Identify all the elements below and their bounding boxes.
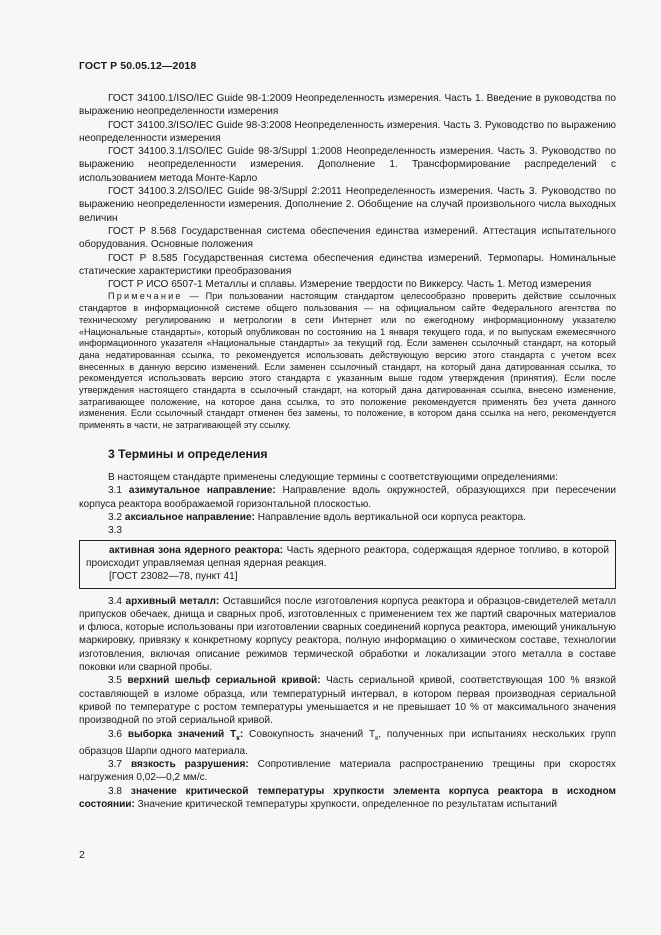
term-number: 3.5 bbox=[108, 675, 128, 687]
term-number: 3.6 bbox=[108, 728, 128, 740]
term-definition: Направление вдоль вертикальной оси корпуса реактора. bbox=[254, 512, 526, 524]
term-3-2 bbox=[79, 511, 616, 524]
term-name: верхний шельф сериальной кривой: bbox=[127, 675, 321, 687]
term-number: 3.2 bbox=[108, 512, 125, 524]
term-definition: Совокупность значений T bbox=[243, 728, 376, 740]
term-3-3 bbox=[86, 544, 609, 571]
term-3-1 bbox=[79, 484, 616, 511]
term-3-3-number: 3.3 bbox=[108, 525, 123, 537]
term-name: архивный металл: bbox=[125, 595, 220, 607]
term-definition: Часть ядерного реактора, содержащая ядерное топливо, в которой происходит управляемая цепная ядерная реакция. bbox=[86, 544, 609, 569]
ref-item: ГОСТ 34100.3/ISO/IEC Guide 98-3:2008 Неопределенность измерения. Часть 3. Руководство по выражению неопределенности измерения bbox=[79, 119, 616, 144]
note-text: — При пользовании настоящим стандартом целесообразно проверить действие ссылочных стандартов в информационной системе общего пользования — на официальном сайте Федерального агентства по техническому регулированию и метрологии в сети Интернет или по ежегодному информационному указателю «Национальные стандарты», который опубликован по состоянию на 1 января текущего года, и по выпускам ежемесячного информационного указателя «Национальные стандарты» за текущий год. Если заменен ссылочный стандарт, на который дана недатированная ссылка, то рекомендуется использовать действующую версию этого стандарта с учетом всех внесенных в данную версию изменений. Если заменен ссылочный стандарт, на который дана датированная ссылка, то рекомендуется использовать версию этого стандарта с указанным выше годом утверждения (принятия). Если после утверждения настоящего стандарта в ссылочный стандарт, на который дана датированная ссылка, внесено изменение, затрагивающее положение, на которое дана ссылка, то это положение рекомендуется применять без учета данного изменения. Если ссылочный стандарт отменен без замены, то положение, в котором дана ссылка на него, рекомендуется применять в части, не затрагивающей эту ссылку. bbox=[79, 291, 616, 431]
section-intro: В настоящем стандарте применены следующие термины с соответствующими определениями: bbox=[108, 472, 558, 484]
term-subscript: к bbox=[375, 734, 379, 742]
term-number: 3.8 bbox=[108, 785, 131, 797]
term-name: активная зона ядерного реактора: bbox=[109, 544, 284, 556]
term-name bbox=[128, 729, 243, 740]
note-label: Примечание bbox=[108, 291, 183, 302]
term-name: азимутальное направление: bbox=[128, 485, 276, 497]
term-definition: Значение критической температуры хрупкости, определенное по результатам испытаний bbox=[134, 799, 557, 811]
term-number: 3.4 bbox=[108, 595, 126, 607]
ref-item: ГОСТ 34100.1/ISO/IEC Guide 98-1:2009 Неопределенность измерения. Часть 1. Введение в руководства по выражению неопределенности измерения bbox=[79, 93, 616, 118]
term-definition: Оставшийся после изготовления корпуса реактора и образцов-свидетелей металл припусков обечаек, днища и сварных проб, изготовленных с применением тех же партий сварочных материалов и флюса, которые использованы при изготовлении сварных соединений корпуса реактора, имеющий уникальную маркировку, привязку к конкретному корпусу реактора, полную информацию о химическом составе, технологии изготовления, включая описание режимов термической обработки и локализации этого металла в составе поковки или сварной пробы. bbox=[79, 595, 616, 674]
term-3-3-box bbox=[79, 540, 616, 589]
term-3-8 bbox=[79, 785, 616, 812]
ref-item: ГОСТ 34100.3.1/ISO/IEC Guide 98-3/Suppl 1:2008 Неопределенность измерения. Часть 3. Руководство по выражению неопределенности измерения. Дополнение 1. Трансформирование распределений с использованием метода Монте-Карло bbox=[79, 146, 616, 184]
ref-item: ГОСТ Р 8.585 Государственная система обеспечения единства измерений. Термопары. Номинальные статические характеристики преобразования bbox=[79, 252, 616, 277]
document-body bbox=[79, 92, 616, 811]
ref-item: ГОСТ Р ИСО 6507-1 Металлы и сплавы. Измерение твердости по Виккерсу. Часть 1. Метод измерения bbox=[108, 279, 592, 291]
term-3-7 bbox=[79, 758, 616, 785]
ref-item: ГОСТ Р 8.568 Государственная система обеспечения единства измерений. Аттестация испытательного оборудования. Основные положения bbox=[79, 225, 616, 251]
ref-item: ГОСТ 34100.3.2/ISO/IEC Guide 98-3/Suppl 2:2011 Неопределенность измерения. Часть 3. Руководство по выражению неопределенности измерения. Дополнение 2. Обобщение на случай произвольного числа выходных величин bbox=[79, 186, 616, 224]
term-number: 3.7 bbox=[108, 759, 131, 771]
note-paragraph bbox=[79, 291, 616, 431]
term-name: аксиальное направление: bbox=[124, 512, 255, 524]
term-definition: Направление вдоль окружностей, образующихся при пересечении корпуса реактора воображаемой горизонтальной плоскостью. bbox=[79, 485, 616, 510]
term-name-text: выборка значений T bbox=[127, 728, 237, 740]
term-name: значение критической температуры хрупкости элемента корпуса реактора в исходном состоянии: bbox=[79, 785, 616, 811]
term-subscript: к bbox=[236, 734, 240, 742]
term-definition: Сопротивление материала распространению трещины при скоростях нагружения 0,02—0,2 мм/с. bbox=[79, 759, 616, 784]
term-3-5 bbox=[79, 674, 616, 727]
term-3-6 bbox=[79, 728, 616, 759]
section-title: 3 Термины и определения bbox=[108, 446, 268, 461]
term-number: 3.1 bbox=[108, 485, 129, 497]
term-name: вязкость разрушения: bbox=[130, 759, 249, 771]
document-header: ГОСТ Р 50.05.12—2018 bbox=[79, 60, 197, 72]
page-number: 2 bbox=[79, 849, 85, 861]
term-definition-cont: , полученных при испытаниях нескольких групп образцов Шарпи одного материала. bbox=[79, 728, 616, 757]
term-colon: : bbox=[239, 728, 244, 740]
term-3-4 bbox=[79, 595, 616, 675]
term-source: [ГОСТ 23082—78, пункт 41] bbox=[109, 571, 238, 583]
term-definition: Часть сериальной кривой, соответствующая 100 % вязкой составляющей в изломе образца, или температурный интервал, в котором первая производная сериальной кривой по температуре с ростом температуры уменьшается и не превышает 10 % от максимального значения производной по этой сериальной кривой. bbox=[79, 675, 616, 727]
